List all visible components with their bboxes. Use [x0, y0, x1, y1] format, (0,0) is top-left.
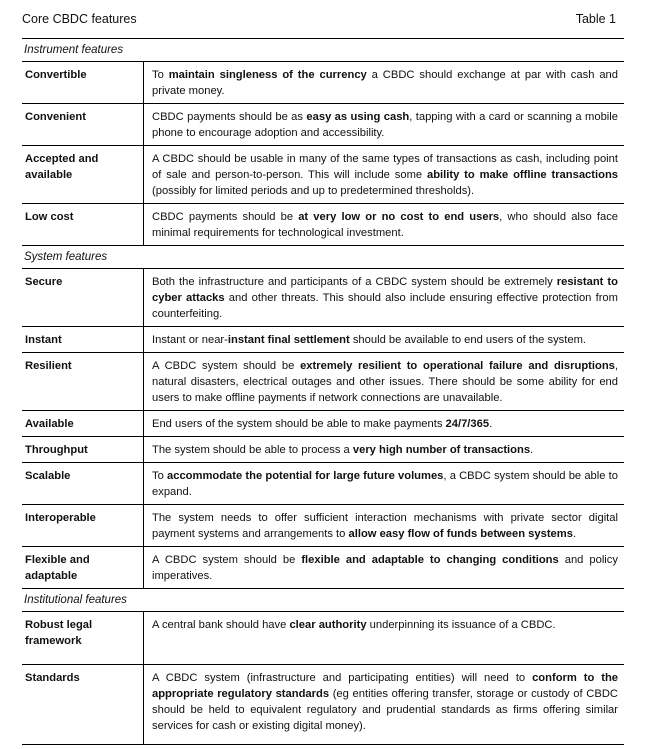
feature-description — [144, 437, 625, 463]
description-text: underpinning its issuance of a CBDC. — [366, 619, 556, 631]
description-text: a CBDC should exchange at par with cash and private money. — [152, 69, 618, 97]
feature-name: Standards — [22, 664, 144, 744]
description-text: A CBDC should be usable in many of the same types of transactions as cash, including point of sale and person-to-person. This will include some — [152, 153, 618, 181]
feature-description — [144, 104, 625, 146]
table-row — [22, 411, 624, 437]
table-row — [22, 664, 624, 744]
feature-description — [144, 269, 625, 327]
description-text: CBDC payments should be — [152, 211, 299, 223]
table-number: Table 1 — [575, 12, 616, 26]
table-row — [22, 612, 624, 664]
feature-name: Accepted and available — [22, 146, 144, 204]
description-text: (possibly for limited periods and up to predetermined thresholds). — [152, 185, 475, 197]
feature-name: Convertible — [22, 62, 144, 104]
description-text: A CBDC system should be — [152, 360, 301, 372]
description-text: The system needs to offer sufficient interaction mechanisms with private sector digital payment systems and arrangements to — [152, 512, 618, 540]
description-text: A central bank should have — [152, 619, 290, 631]
feature-description — [144, 463, 625, 505]
description-text: To — [152, 470, 167, 482]
feature-name: Available — [22, 411, 144, 437]
description-text: Both the infrastructure and participants of a CBDC system should be extremely — [152, 276, 557, 288]
table-row — [22, 269, 624, 327]
feature-name: Resilient — [22, 353, 144, 411]
description-text: End users of the system should be able to make payments — [152, 418, 446, 430]
emphasis-text: accommodate the potential for large future volumes — [167, 470, 444, 482]
section-header: System features — [22, 246, 624, 269]
description-text: (eg entities offering transfer, storage or custody of CBDC should be held to equivalent regulatory and prudential standards as firms offering similar services for cash or existing digital money). — [152, 687, 618, 732]
feature-name: Flexible and adaptable — [22, 547, 144, 589]
feature-description — [144, 62, 625, 104]
description-text: , tapping with a card or scanning a mobile phone to encourage adoption and accessibility. — [152, 111, 618, 139]
emphasis-text: allow easy flow of funds between systems — [348, 528, 573, 540]
section-table — [22, 612, 624, 745]
feature-name: Low cost — [22, 204, 144, 246]
section-table — [22, 269, 624, 589]
description-text: and other threats. This should also include ensuring effective protection from counterfeiting. — [152, 292, 618, 320]
table-row — [22, 204, 624, 246]
table-body — [22, 39, 624, 745]
description-text: . — [572, 528, 577, 540]
description-text: CBDC payments should be as — [152, 111, 307, 123]
description-text: should be available to end users of the system. — [349, 334, 587, 346]
description-text: , a CBDC system should be able to expand. — [152, 470, 618, 498]
feature-description — [144, 327, 625, 353]
emphasis-text: flexible and adaptable to changing conditions — [301, 554, 559, 566]
description-text: . — [489, 418, 493, 430]
table-row — [22, 327, 624, 353]
emphasis-text: clear authority — [289, 619, 367, 631]
table-row — [22, 463, 624, 505]
description-text: and policy imperatives. — [152, 554, 618, 582]
table-row — [22, 104, 624, 146]
section-header: Institutional features — [22, 589, 624, 612]
feature-description — [144, 146, 625, 204]
table-row — [22, 62, 624, 104]
emphasis-text: resistant to cyber attacks — [152, 276, 618, 304]
description-text: Instant or near- — [152, 334, 228, 346]
description-text: . — [530, 444, 534, 456]
feature-name: Convenient — [22, 104, 144, 146]
table-row — [22, 505, 624, 547]
emphasis-text: very high number of transactions — [352, 444, 531, 456]
emphasis-text: instant final settlement — [227, 334, 350, 346]
description-text: A CBDC system (infrastructure and participating entities) will need to — [152, 671, 533, 684]
emphasis-text: easy as using cash — [306, 111, 410, 123]
table-header — [22, 8, 624, 38]
feature-name: Instant — [22, 327, 144, 353]
section-table — [22, 62, 624, 246]
feature-description — [144, 547, 625, 589]
emphasis-text: conform to the appropriate regulatory standards — [152, 671, 619, 700]
feature-name: Interoperable — [22, 505, 144, 547]
emphasis-text: maintain singleness of the currency — [168, 69, 367, 81]
section-header: Instrument features — [22, 39, 624, 62]
feature-name: Scalable — [22, 463, 144, 505]
feature-name: Robust legal framework — [22, 612, 144, 664]
emphasis-text: ability to make offline transactions — [426, 169, 619, 181]
table-row — [22, 146, 624, 204]
feature-name: Throughput — [22, 437, 144, 463]
table-title: Core CBDC features — [22, 12, 137, 26]
description-text: , natural disasters, electrical outages and other issues. There should be some ability for end users to make offline payments if network connections are unavailable. — [152, 360, 618, 404]
description-text: , who should also face minimal requirements for technological investment. — [152, 211, 619, 239]
feature-description — [144, 353, 625, 411]
feature-name: Secure — [22, 269, 144, 327]
description-text: To — [152, 69, 169, 81]
feature-description — [144, 411, 625, 437]
cbdc-features-table — [22, 8, 624, 745]
description-text: A CBDC system should be — [152, 554, 302, 566]
feature-description — [144, 505, 625, 547]
table-row — [22, 437, 624, 463]
description-text: The system should be able to process a — [152, 444, 353, 456]
feature-description — [144, 612, 625, 664]
emphasis-text: 24/7/365 — [445, 418, 490, 430]
emphasis-text: extremely resilient to operational failure and disruptions — [300, 360, 615, 372]
feature-description — [144, 204, 625, 246]
emphasis-text: at very low or no cost to end users — [298, 211, 500, 223]
table-row — [22, 547, 624, 589]
table-row — [22, 353, 624, 411]
feature-description — [144, 664, 625, 744]
